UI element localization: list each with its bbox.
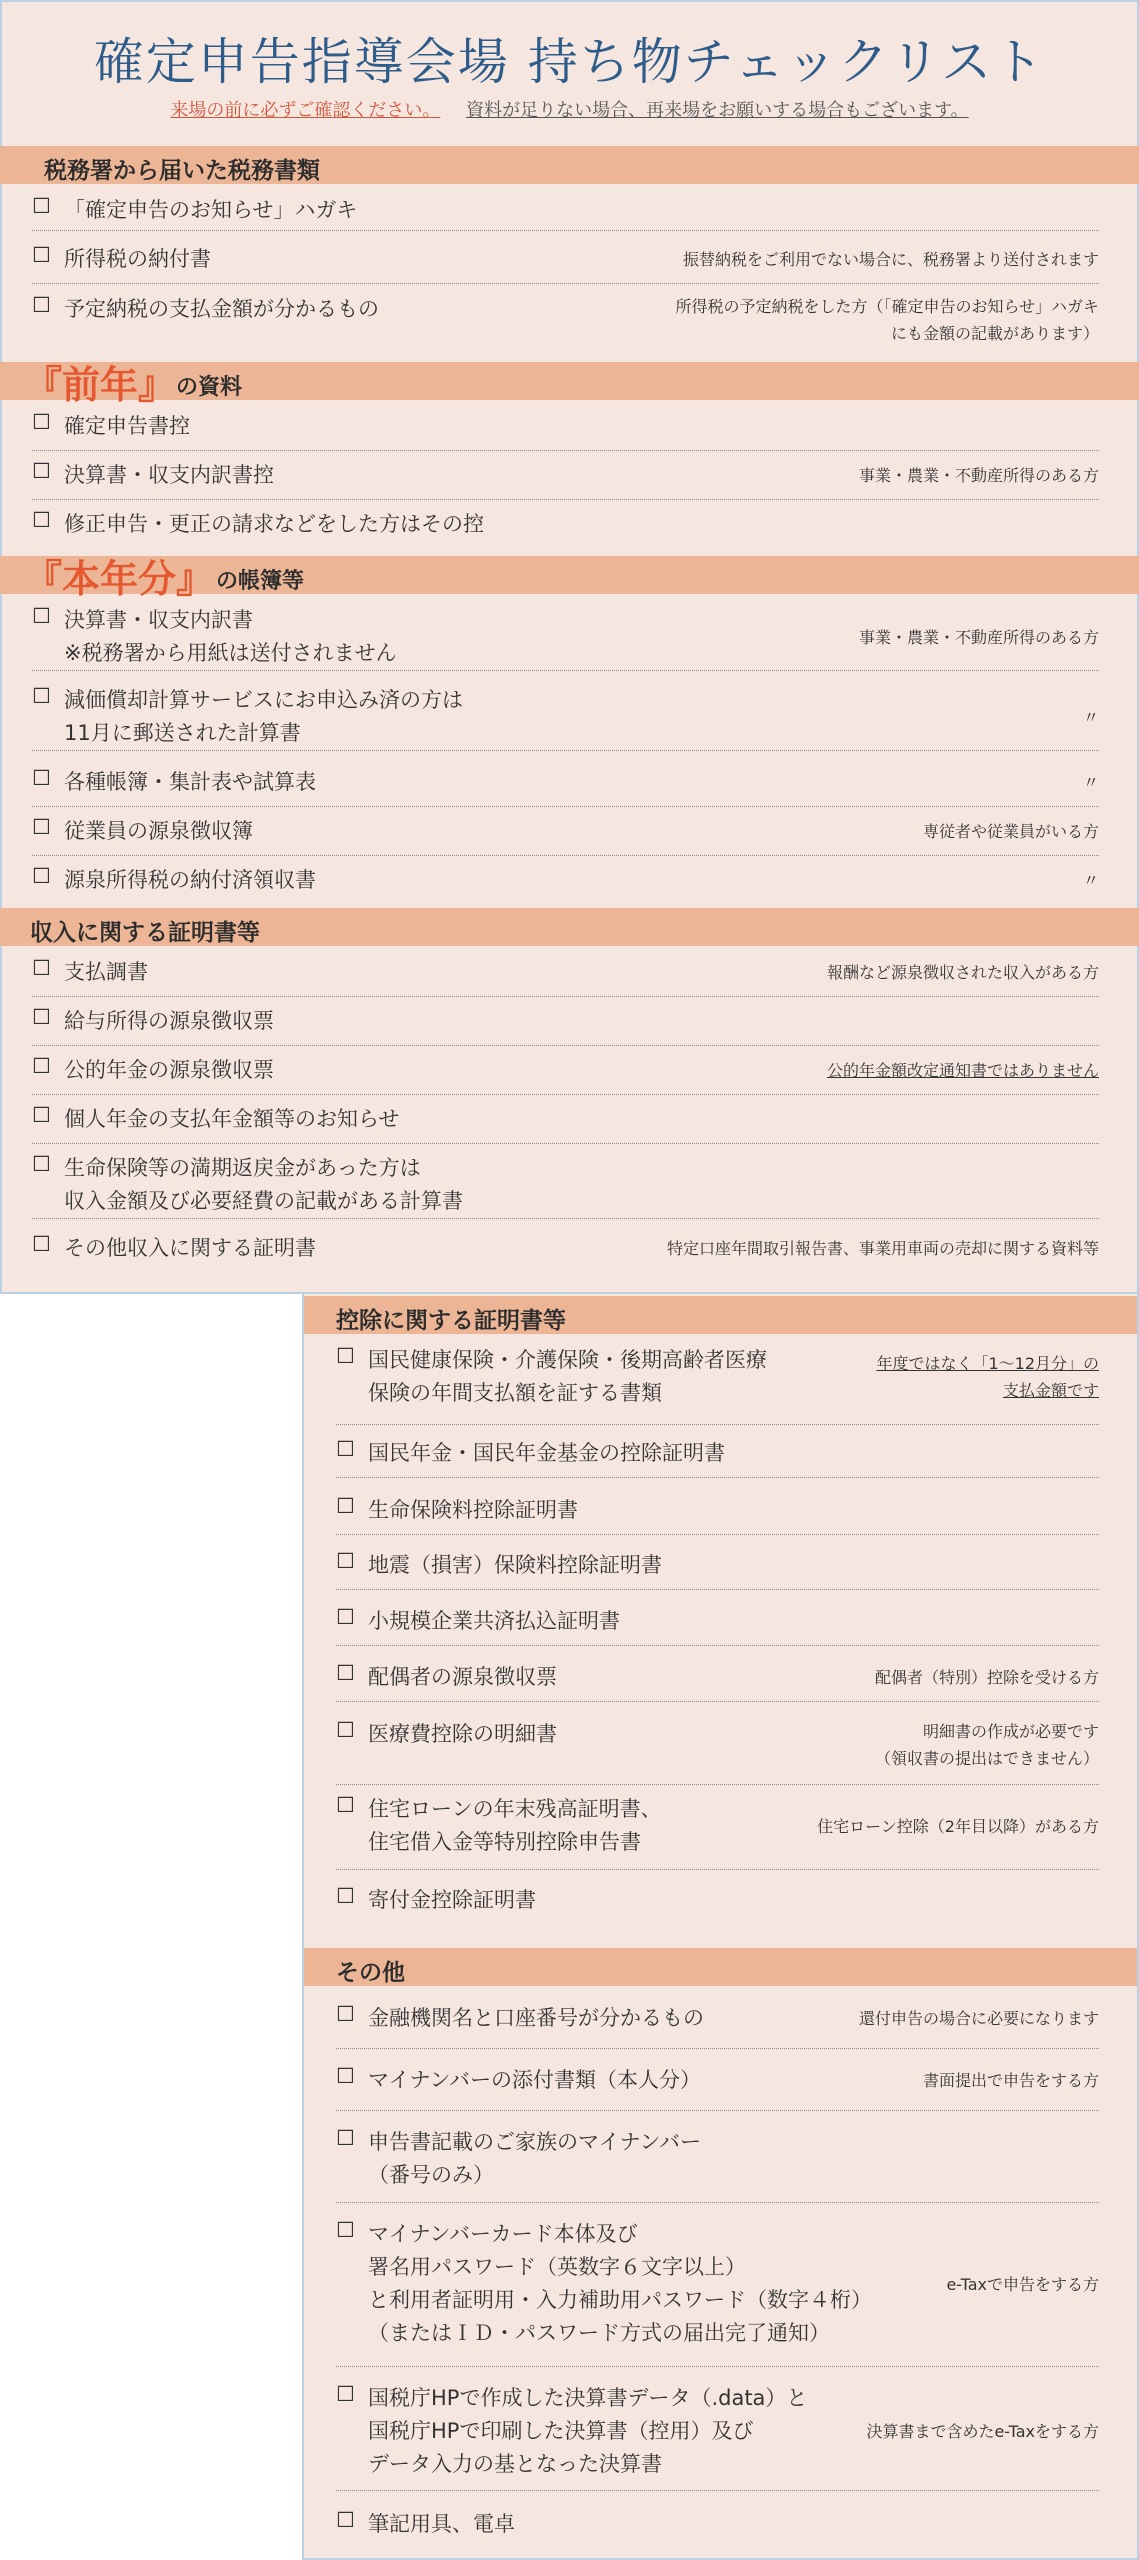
checkbox-icon[interactable]: ☐ — [32, 410, 51, 434]
checkbox-icon[interactable]: ☐ — [32, 1232, 51, 1256]
item-label: 公的年金の源泉徴収票 — [64, 1058, 274, 1082]
item-label: 国税庁HPで作成した決算書データ（.data）と 国税庁HPで印刷した決算書（控用）及び データ入力の基となった決算書 — [368, 2386, 808, 2476]
item-label: 「確定申告のお知らせ」ハガキ — [64, 198, 358, 222]
item-label: 所得税の納付書 — [64, 247, 211, 271]
item-label: 金融機関名と口座番号が分かるもの — [368, 2006, 704, 2030]
section-title: 控除に関する証明書等 — [336, 1308, 566, 1334]
subtitle-caution: 資料が足りない場合、再来場をお願いする場合もございます。 — [466, 100, 969, 121]
item-label: その他収入に関する証明書 — [64, 1236, 316, 1260]
checkbox-icon[interactable]: ☐ — [32, 684, 51, 708]
item-note: 〃 — [1082, 773, 1099, 792]
item-label: 申告書記載のご家族のマイナンバー （番号のみ） — [368, 2130, 702, 2187]
section-header-prev-year — [0, 362, 1139, 407]
item-label: 小規模企業共済払込証明書 — [368, 1609, 620, 1633]
checklist-item — [32, 1103, 1099, 1144]
item-note: 配偶者（特別）控除を受ける方 — [874, 1668, 1099, 1687]
section-title: その他 — [336, 1960, 405, 1986]
item-label: 確定申告書控 — [64, 414, 190, 438]
item-note: 年度ではなく「1～12月分」の 支払金額です — [876, 1354, 1099, 1400]
item-label: 住宅ローンの年末残高証明書、 住宅借入金等特別控除申告書 — [368, 1797, 662, 1854]
item-label: 生命保険等の満期返戻金があった方は 収入金額及び必要経費の記載がある計算書 — [64, 1156, 463, 1213]
checklist-item — [336, 1884, 1099, 1924]
checklist-item — [32, 766, 1099, 807]
checkbox-icon[interactable]: ☐ — [32, 459, 51, 483]
item-note: 〃 — [1082, 708, 1099, 727]
checklist-item — [336, 2508, 1099, 2548]
checklist-item — [32, 1005, 1099, 1046]
checkbox-icon[interactable]: ☐ — [336, 1437, 355, 1461]
item-label: 地震（損害）保険料控除証明書 — [368, 1553, 662, 1577]
checklist-item — [336, 1661, 1099, 1702]
checkbox-icon[interactable]: ☐ — [336, 1344, 355, 1368]
subtitle — [0, 96, 1139, 122]
item-note: 書面提出で申告をする方 — [922, 2071, 1099, 2090]
item-note: 所得税の予定納税をした方（「確定申告のお知らせ」ハガキ にも金額の記載があります） — [675, 297, 1099, 343]
checkbox-icon[interactable]: ☐ — [336, 2382, 355, 2406]
checklist-item — [32, 1232, 1099, 1272]
item-note: 振替納税をご利用でない場合に、税務署より送付されます — [682, 250, 1099, 269]
item-label: 減価償却計算サービスにお申込み済の方は 11月に郵送された計算書 — [64, 688, 463, 745]
checkbox-icon[interactable]: ☐ — [336, 1494, 355, 1518]
checklist-item — [32, 293, 1099, 349]
checkbox-icon[interactable]: ☐ — [336, 1884, 355, 1908]
checklist-item — [32, 243, 1099, 284]
checklist-item — [32, 459, 1099, 500]
checklist-item — [32, 1152, 1099, 1219]
checklist-item — [32, 604, 1099, 671]
checklist-item — [32, 1054, 1099, 1095]
checklist-item — [32, 815, 1099, 856]
checklist-item — [336, 1344, 1099, 1425]
checklist-item — [336, 1549, 1099, 1590]
checkbox-icon[interactable]: ☐ — [32, 508, 51, 532]
item-note: 特定口座年間取引報告書、事業用車両の売却に関する資料等 — [666, 1239, 1099, 1258]
page-title: 確定申告指導会場 持ち物チェックリスト — [93, 33, 1046, 91]
checklist-item — [32, 956, 1099, 997]
checkbox-icon[interactable]: ☐ — [32, 604, 51, 628]
checkbox-icon[interactable]: ☐ — [32, 815, 51, 839]
item-label: 国民年金・国民年金基金の控除証明書 — [368, 1441, 725, 1465]
item-label: マイナンバーカード本体及び 署名用パスワード（英数字６文字以上） と利用者証明用・入力補助用パスワード（数字４桁） （またはＩＤ・パスワード方式の届出完了通知） — [368, 2222, 872, 2345]
checkbox-icon[interactable]: ☐ — [32, 864, 51, 888]
item-label: 各種帳簿・集計表や試算表 — [64, 770, 316, 794]
section-title-emphasis: 『前年』 — [24, 362, 177, 407]
checklist-item — [336, 1605, 1099, 1646]
checklist-item — [32, 410, 1099, 451]
checkbox-icon[interactable]: ☐ — [32, 1103, 51, 1127]
item-note: 〃 — [1082, 871, 1099, 890]
checklist-item — [336, 2064, 1099, 2111]
checklist-item — [32, 684, 1099, 751]
item-label: 生命保険料控除証明書 — [368, 1498, 578, 1522]
item-label: マイナンバーの添付書類（本人分） — [368, 2068, 702, 2092]
section-header-income — [0, 908, 1139, 946]
subtitle-notice: 来場の前に必ずご確認ください。 — [170, 100, 441, 121]
item-label: 筆記用具、電卓 — [368, 2512, 515, 2536]
section-header-deduction — [304, 1296, 1137, 1334]
item-label: 決算書・収支内訳書控 — [64, 463, 274, 487]
checkbox-icon[interactable]: ☐ — [336, 1661, 355, 1685]
checkbox-icon[interactable]: ☐ — [32, 766, 51, 790]
section-header-other — [304, 1948, 1137, 1986]
item-note: 専従者や従業員がいる方 — [922, 822, 1099, 841]
checklist-item — [32, 194, 1099, 231]
checkbox-icon[interactable]: ☐ — [336, 2126, 355, 2150]
item-note: 住宅ローン控除（2年目以降）がある方 — [817, 1817, 1099, 1836]
item-note: 決算書まで含めたe-Taxをする方 — [866, 2422, 1099, 2441]
item-note: 公的年金額改定通知書ではありません — [826, 1061, 1099, 1080]
item-label: 従業員の源泉徴収簿 — [64, 819, 253, 843]
item-note: 事業・農業・不動産所得のある方 — [858, 628, 1099, 647]
item-note: 明細書の作成が必要です （領収書の提出はできません） — [874, 1722, 1099, 1768]
checkbox-icon[interactable]: ☐ — [336, 1605, 355, 1629]
item-label: 医療費控除の明細書 — [368, 1722, 557, 1746]
checkbox-icon[interactable]: ☐ — [32, 1152, 51, 1176]
section-header-tax-docs — [0, 146, 1139, 184]
item-label: 国民健康保険・介護保険・後期高齢者医療 保険の年間支払額を証する書類 — [368, 1348, 767, 1405]
checkbox-icon[interactable]: ☐ — [336, 2064, 355, 2088]
item-label: 決算書・収支内訳書 ※税務署から用紙は送付されません — [64, 608, 397, 665]
item-note: 還付申告の場合に必要になります — [858, 2009, 1099, 2028]
section-title: 税務署から届いた税務書類 — [44, 158, 320, 184]
checkbox-icon[interactable]: ☐ — [32, 956, 51, 980]
item-label: 寄付金控除証明書 — [368, 1888, 536, 1912]
section-title: 収入に関する証明書等 — [30, 920, 260, 946]
checkbox-icon[interactable]: ☐ — [336, 2218, 355, 2242]
item-label: 個人年金の支払年金額等のお知らせ — [64, 1107, 400, 1131]
item-label: 支払調書 — [64, 960, 148, 984]
item-note: 報酬など源泉徴収された収入がある方 — [826, 963, 1099, 982]
checkbox-icon[interactable]: ☐ — [336, 1549, 355, 1573]
checklist-item — [336, 2002, 1099, 2049]
checklist-item — [32, 508, 1099, 548]
checkbox-icon[interactable]: ☐ — [32, 293, 51, 317]
checkbox-icon[interactable]: ☐ — [336, 2508, 355, 2532]
checklist-panel-bottom — [302, 1294, 1139, 2560]
item-label: 修正申告・更正の請求などをした方はその控 — [64, 512, 484, 536]
checklist-item — [32, 864, 1099, 904]
section-title-sub: の資料 — [176, 375, 243, 400]
checklist-item — [336, 2126, 1099, 2203]
checklist-item — [336, 1793, 1099, 1870]
item-label: 配偶者の源泉徴収票 — [368, 1665, 557, 1689]
section-title-sub: の帳簿等 — [216, 569, 305, 594]
item-label: 源泉所得税の納付済領収書 — [64, 868, 316, 892]
item-note: e-Taxで申告をする方 — [946, 2275, 1099, 2294]
checklist-item — [336, 1718, 1099, 1785]
checkbox-icon[interactable]: ☐ — [336, 2002, 355, 2026]
checklist-item — [336, 1494, 1099, 1535]
checkbox-icon[interactable]: ☐ — [336, 1718, 355, 1742]
checkbox-icon[interactable]: ☐ — [32, 1054, 51, 1078]
section-header-this-year — [0, 556, 1139, 601]
checklist-item — [336, 1437, 1099, 1478]
section-title-emphasis: 『本年分』 — [24, 556, 215, 601]
item-label: 予定納税の支払金額が分かるもの — [64, 297, 379, 321]
checkbox-icon[interactable]: ☐ — [32, 1005, 51, 1029]
item-note: 事業・農業・不動産所得のある方 — [858, 466, 1099, 485]
checkbox-icon[interactable]: ☐ — [32, 194, 51, 218]
checkbox-icon[interactable]: ☐ — [336, 1793, 355, 1817]
checklist-item — [336, 2382, 1099, 2491]
checklist-item — [336, 2218, 1099, 2367]
item-label: 給与所得の源泉徴収票 — [64, 1009, 274, 1033]
checkbox-icon[interactable]: ☐ — [32, 243, 51, 267]
